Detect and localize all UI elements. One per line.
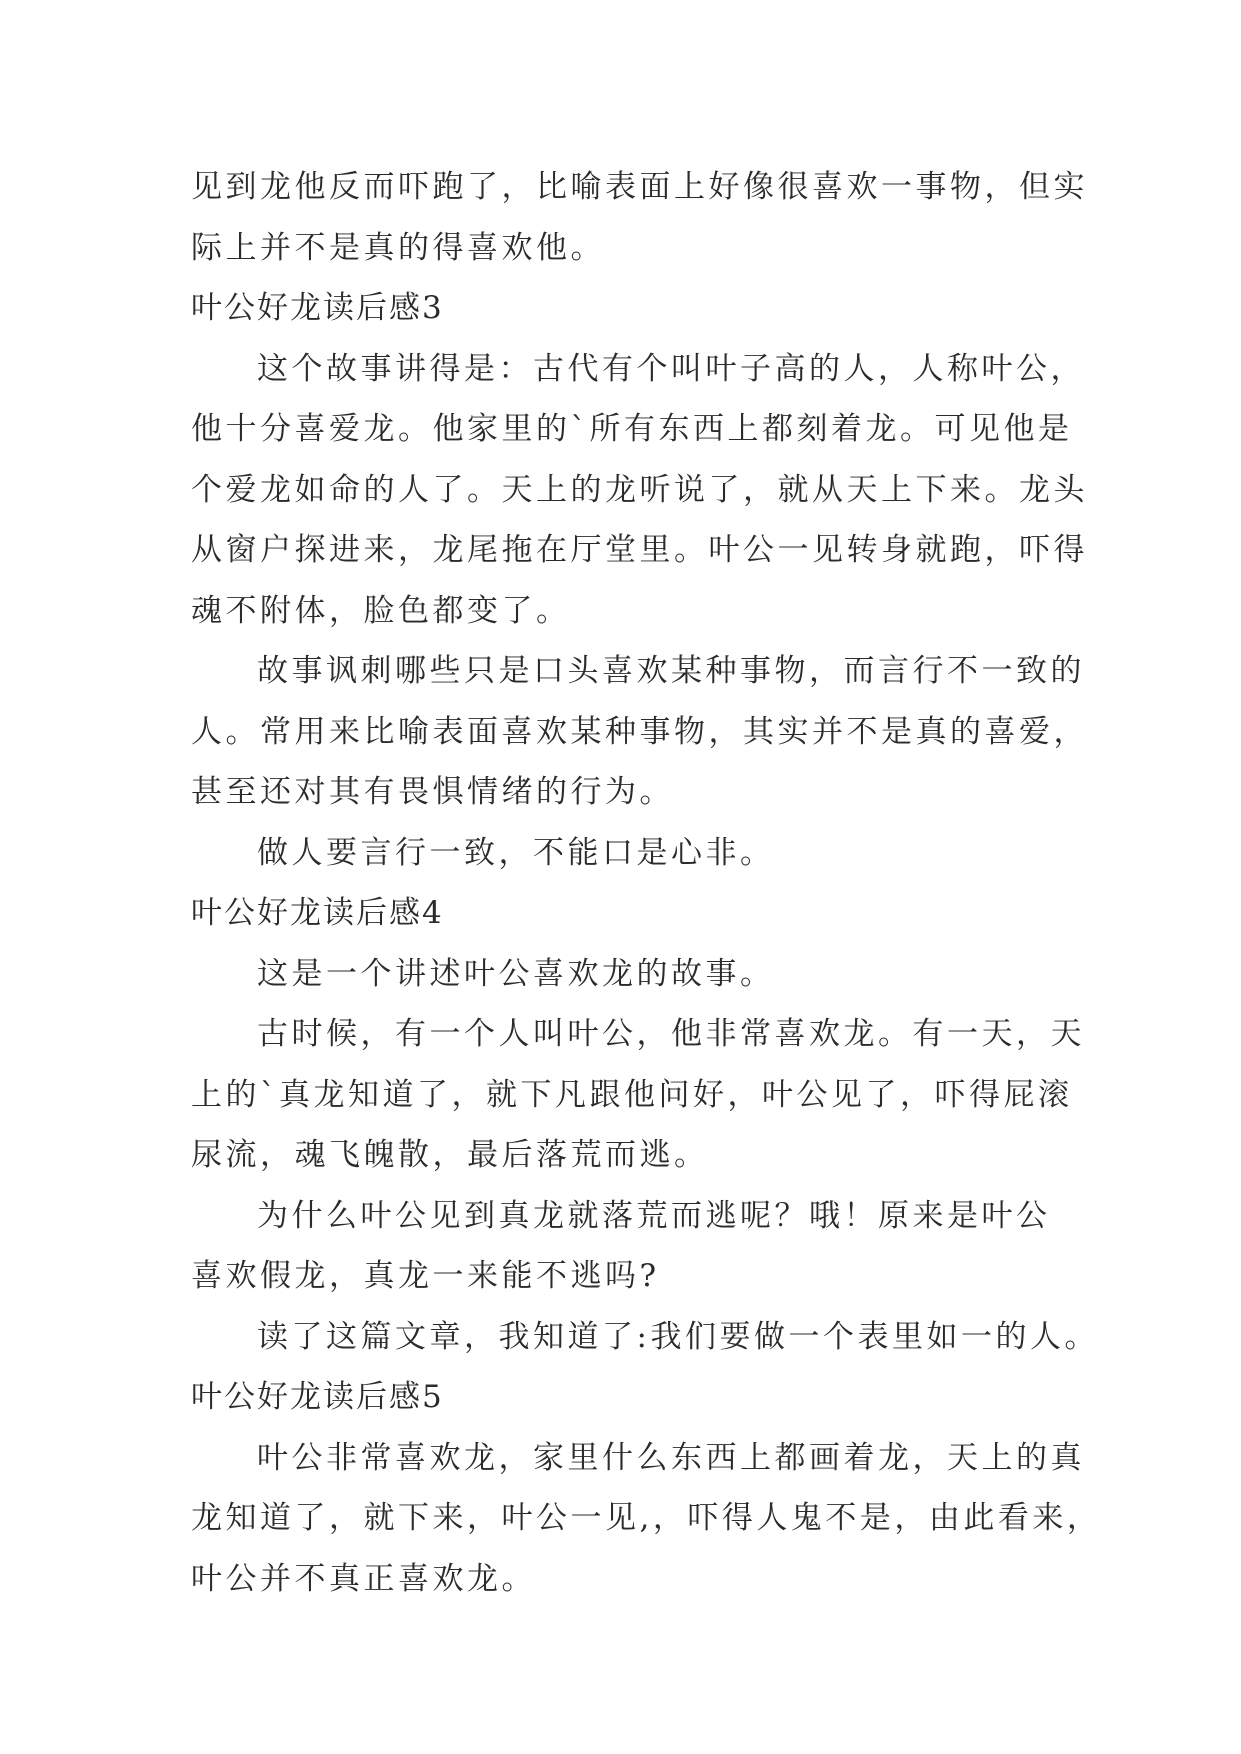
- text-line: 做人要言行一致，不能口是心非。: [257, 834, 775, 871]
- text-line: 这是一个讲述叶公喜欢龙的故事。: [257, 955, 775, 992]
- text-line: 他十分喜爱龙。他家里的`所有东西上都刻着龙。可见他是: [191, 411, 1073, 447]
- text-line: 见到龙他反而吓跑了，比喻表面上好像很喜欢一事物，但实: [191, 169, 1088, 205]
- text-line: 上的`真龙知道了，就下凡跟他问好，叶公见了，吓得屁滚: [191, 1076, 1073, 1113]
- text-line: 尿流，魂飞魄散，最后落荒而逃。: [191, 1137, 709, 1173]
- text-line: 魂不附体，脸色都变了。: [191, 592, 571, 629]
- section-heading: 叶公好龙读后感3: [191, 290, 444, 326]
- text-line: 个爱龙如命的人了。天上的龙听说了，就从天上下来。龙头: [191, 471, 1088, 508]
- text-line: 人。常用来比喻表面喜欢某种事物，其实并不是真的喜爱，: [191, 713, 1088, 750]
- document-body: [191, 157, 1102, 1609]
- text-line: 叶公非常喜欢龙，家里什么东西上都画着龙，天上的真: [257, 1439, 1085, 1476]
- text-line: 这个故事讲得是：古代有个叫叶子高的人，人称叶公，: [257, 350, 1085, 387]
- text-line: 故事讽刺哪些只是口头喜欢某种事物，而言行不一致的: [257, 653, 1085, 689]
- text-line: 古时候，有一个人叫叶公，他非常喜欢龙。有一天，天: [257, 1016, 1085, 1052]
- text-line: 从窗户探进来，龙尾拖在厅堂里。叶公一见转身就跑，吓得: [191, 532, 1088, 568]
- text-line: 为什么叶公见到真龙就落荒而逃呢？哦！原来是叶公: [257, 1197, 1051, 1234]
- section-heading: 叶公好龙读后感5: [191, 1379, 444, 1415]
- text-line: 读了这篇文章，我知道了:我们要做一个表里如一的人。: [257, 1318, 1099, 1355]
- text-line: 际上并不是真的得喜欢他。: [191, 229, 605, 266]
- text-line: 喜欢假龙，真龙一来能不逃吗?: [191, 1258, 660, 1294]
- text-line: 甚至还对其有畏惧情绪的行为。: [191, 774, 674, 810]
- section-heading: 叶公好龙读后感4: [191, 895, 444, 931]
- text-line: 叶公并不真正喜欢龙。: [191, 1560, 536, 1597]
- text-line: 龙知道了，就下来，叶公一见,，吓得人鬼不是，由此看来，: [191, 1500, 1102, 1536]
